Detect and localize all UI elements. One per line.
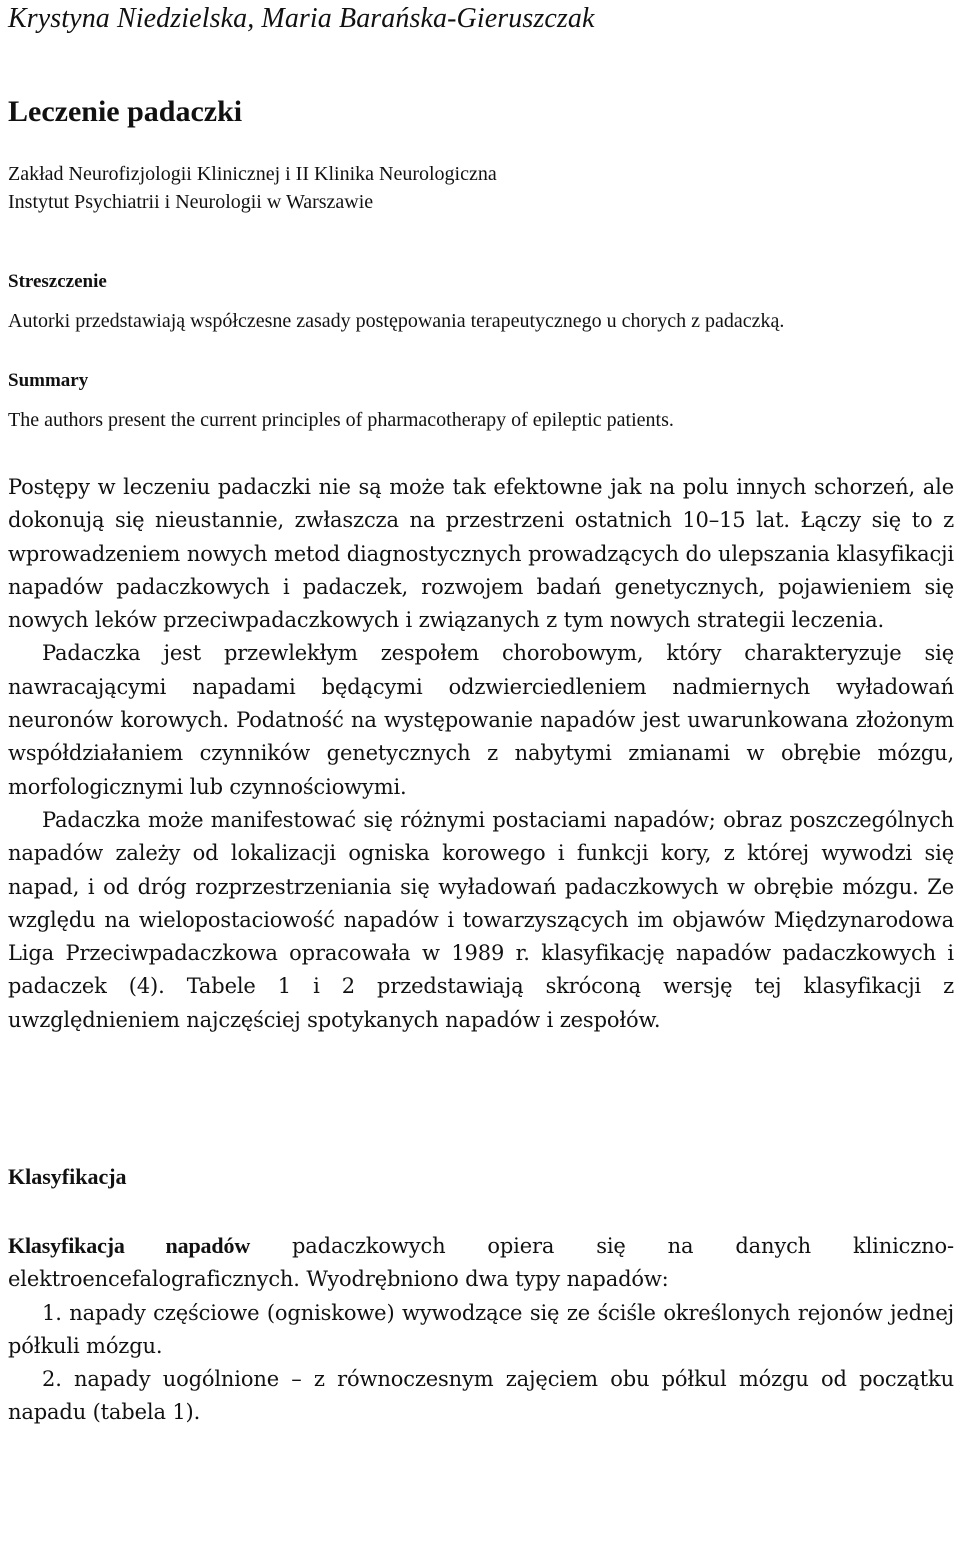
section-heading-classification: Klasyfikacja	[8, 1164, 127, 1189]
authors-line: Krystyna Niedzielska, Maria Barańska-Gieruszczak	[8, 3, 595, 34]
abstract-pl-text: Autorki przedstawiają współczesne zasady postępowania terapeutycznego u chorych z padaczką.	[8, 310, 785, 332]
article-body	[8, 471, 954, 1037]
classification-lead-bold: Klasyfikacja napadów	[8, 1233, 251, 1258]
body-paragraph-2: Padaczka jest przewlekłym zespołem chorobowym, który charakteryzuje się nawracającymi napadami będącymi odzwierciedleniem nadmiernych wyładowań neuronów korowych. Podatność na występowanie napadów jest uwarunkowana złożonym współdziałaniem czynników genetycznych z nabytymi zmianami w obrębie mózgu, morfologicznymi lub czynnościowymi.	[8, 641, 954, 799]
classification-item-2: 2. napady uogólnione – z równoczesnym zajęciem obu półkul mózgu od początku napadu (tabela 1).	[8, 1367, 954, 1425]
classification-body	[8, 1229, 954, 1430]
abstract-pl-heading: Streszczenie	[8, 271, 107, 292]
body-paragraph-1: Postępy w leczeniu padaczki nie są może tak efektowne jak na polu innych schorzeń, ale dokonują się nieustannie, zwłaszcza na przestrzeni ostatnich 10–15 lat. Łączy się to z wprowadzeniem nowych metod diagnostycznych prowadzących do ulepszania klasyfikacji napadów padaczkowych i padaczek, rozwojem badań genetycznych, pojawieniem się nowych leków przeciwpadaczkowych i związanych z tym nowych strategii leczenia.	[8, 475, 954, 633]
classification-item-1: 1. napady częściowe (ogniskowe) wywodzące się ze ściśle określonych rejonów jednej półkuli mózgu.	[8, 1300, 954, 1358]
abstract-en-text: The authors present the current principles of pharmacotherapy of epileptic patients.	[8, 409, 674, 431]
classification-lead-paragraph	[8, 1229, 954, 1297]
affiliation-line-2: Instytut Psychiatrii i Neurologii w Warszawie	[8, 191, 374, 213]
article-title: Leczenie padaczki	[8, 95, 243, 128]
body-paragraph-3: Padaczka może manifestować się różnymi postaciami napadów; obraz poszczególnych napadów zależy od lokalizacji ogniska korowego i funkcji kory, z której wywodzi się napad, i od dróg rozprzestrzeniania się wyładowań padaczkowych w obrębie mózgu. Ze względu na wielopostaciowość napadów i towarzyszących im objawów Międzynarodowa Liga Przeciwpadaczkowa opracowała w 1989 r. klasyfikację napadów padaczkowych i padaczek (4). Tabele 1 i 2 przedstawiają skróconą wersję tej klasyfikacji z uwzględnieniem najczęściej spotykanych napadów i zespołów.	[8, 807, 954, 1032]
affiliation	[8, 160, 497, 216]
classification-lead-rest: padaczkowych opiera się na danych kliniczno-elektroencefalograficznych. Wyodrębniono dwa typy napadów:	[8, 1234, 954, 1292]
affiliation-line-1: Zakład Neurofizjologii Klinicznej i II Klinika Neurologiczna	[8, 163, 497, 185]
abstract-en-heading: Summary	[8, 370, 89, 391]
